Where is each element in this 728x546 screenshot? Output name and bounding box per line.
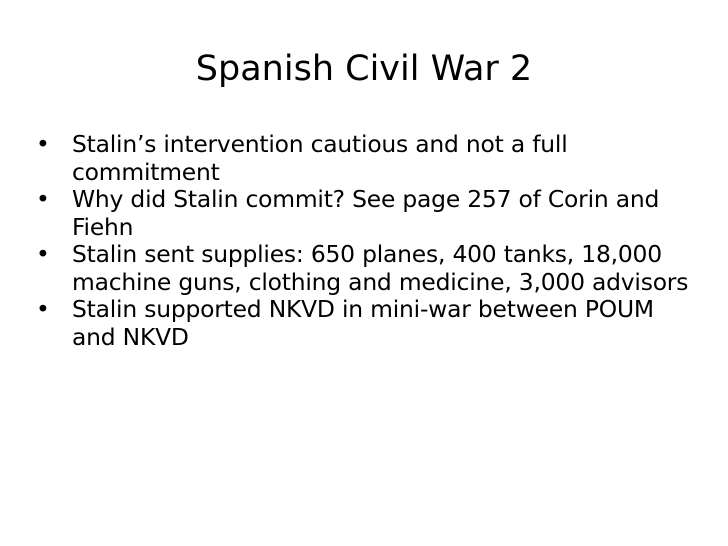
bullet-text: Stalin sent supplies: 650 planes, 400 tanks, 18,000 machine guns, clothing and medicine, 3,000 advisors bbox=[72, 240, 689, 296]
bullet-text: Stalin’s intervention cautious and not a full commitment bbox=[72, 130, 568, 186]
bullet-dot-icon: • bbox=[36, 295, 50, 323]
bullet-dot-icon: • bbox=[36, 240, 50, 268]
bullet-item bbox=[36, 241, 700, 296]
bullet-text: Stalin supported NKVD in mini-war between POUM and NKVD bbox=[72, 295, 654, 351]
slide-title: Spanish Civil War 2 bbox=[195, 49, 533, 89]
bullet-item bbox=[36, 131, 700, 186]
bullet-dot-icon: • bbox=[36, 185, 50, 213]
bullet-dot-icon: • bbox=[36, 130, 50, 158]
bullet-item bbox=[36, 296, 700, 351]
bullet-list bbox=[36, 131, 700, 351]
bullet-item bbox=[36, 186, 700, 241]
bullet-text: Why did Stalin commit? See page 257 of Corin and Fiehn bbox=[72, 185, 660, 241]
